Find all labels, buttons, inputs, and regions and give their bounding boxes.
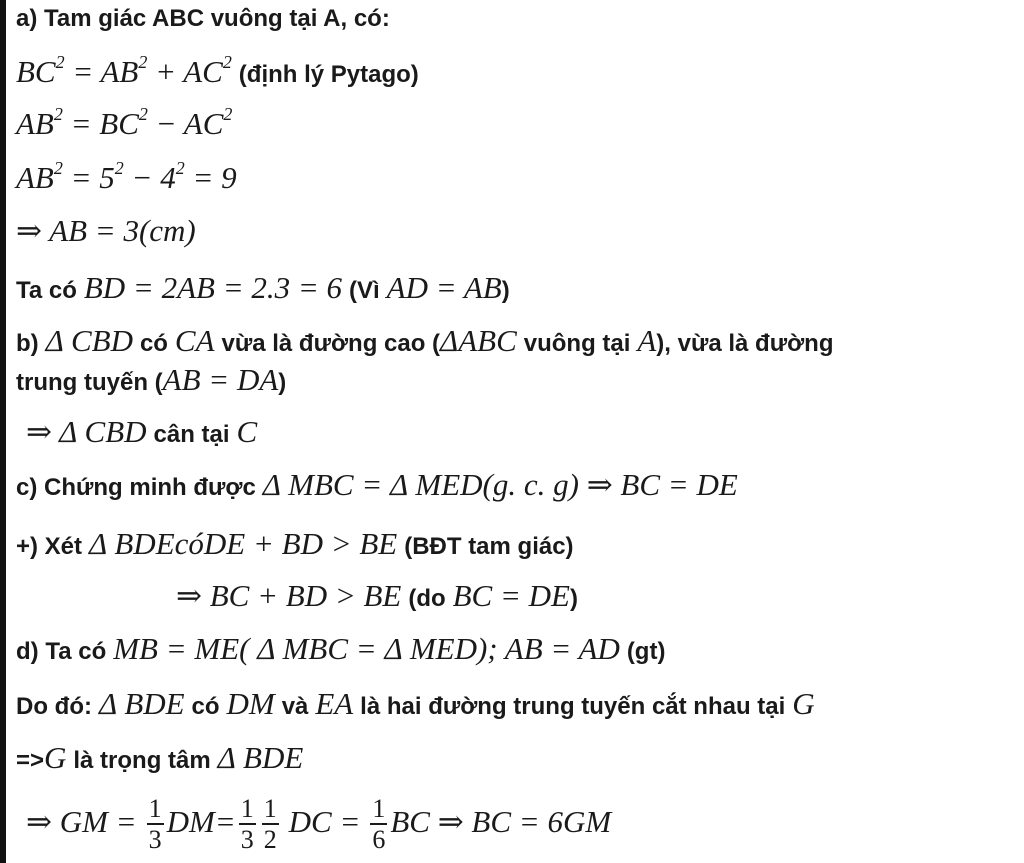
part-b-text-median: ), vừa là đường bbox=[656, 330, 834, 357]
median-close: ) bbox=[278, 369, 287, 396]
line-part-d bbox=[16, 633, 665, 668]
inequality-result-open: (do bbox=[408, 585, 446, 612]
part-b-text-altitude: vừa là đường cao ( bbox=[221, 330, 441, 357]
medians-text-and: và bbox=[281, 693, 309, 720]
line-median bbox=[16, 364, 286, 399]
inequality-result-close: ) bbox=[569, 585, 578, 612]
part-d-text: d) Ta có bbox=[16, 638, 107, 665]
part-b-text-right-at: vuông tại bbox=[523, 330, 631, 357]
inequality-result: ⇒ BC + BD > BE bbox=[176, 578, 402, 613]
isosceles-text: cân tại bbox=[153, 421, 230, 448]
line-centroid bbox=[16, 742, 303, 777]
line-medians bbox=[16, 688, 815, 723]
point-g: G bbox=[792, 686, 815, 721]
congruence-equation: Δ MBC = Δ MED(g. c. g) ⇒ BC = DE bbox=[262, 467, 738, 502]
medians-text-co: có bbox=[191, 693, 220, 720]
therefore-text: Do đó: bbox=[16, 693, 92, 720]
pythagoras-equation: $BC^2 = AB^2 + AC^2$ bbox=[16, 52, 232, 89]
part-d-given: (gt) bbox=[626, 638, 666, 665]
ab-squared-equation: $AB^2 = BC^2 - AC^2$ bbox=[16, 104, 233, 141]
line-pythagoras bbox=[16, 52, 419, 91]
bd-reason-close: ) bbox=[501, 277, 510, 304]
part-b-label: b) bbox=[16, 330, 39, 357]
centroid-text: là trọng tâm bbox=[73, 747, 211, 774]
fraction-one-sixth: $\frac{1}{6}$ bbox=[372, 794, 386, 855]
fraction-one-third-b: $\frac{1}{3}$ bbox=[240, 794, 254, 855]
inequality-equation: Δ BDEcóDE + BD > BE bbox=[88, 526, 398, 561]
part-b-text-co: có bbox=[139, 330, 168, 357]
line-part-a-intro bbox=[16, 2, 390, 35]
line-ab-squared bbox=[16, 104, 233, 142]
fraction-one-third-a: $\frac{1}{3}$ bbox=[148, 794, 162, 855]
triangle-bde: Δ BDE bbox=[98, 686, 185, 721]
final-result: BC ⇒ BC = 6GM bbox=[390, 804, 612, 839]
line-triangle-inequality bbox=[16, 528, 574, 563]
final-gm: ⇒ GM = bbox=[26, 804, 137, 839]
line-inequality-result bbox=[176, 580, 578, 615]
final-dc: DC = bbox=[288, 804, 361, 839]
bd-reason-open: (Vì bbox=[349, 277, 380, 304]
line-isosceles bbox=[26, 416, 257, 451]
segment-ca: CA bbox=[174, 323, 215, 358]
part-d-equation: MB = ME( Δ MBC = Δ MED); AB = AD bbox=[113, 631, 620, 666]
centroid-triangle: Δ BDE bbox=[217, 740, 304, 775]
line-final bbox=[26, 792, 611, 855]
line-part-c bbox=[16, 469, 738, 504]
bd-reason-math: AD = AB bbox=[386, 270, 502, 305]
vertex-a: A bbox=[637, 323, 657, 358]
bd-equation: BD = 2AB = 2.3 = 6 bbox=[83, 270, 343, 305]
part-a-heading: a) Tam giác ABC vuông tại A, có: bbox=[16, 5, 390, 32]
inequality-note: (BĐT tam giác) bbox=[404, 533, 574, 560]
part-c-text: c) Chứng minh được bbox=[16, 474, 256, 501]
inequality-result-math: BC = DE bbox=[452, 578, 570, 613]
line-ab-result bbox=[16, 215, 196, 249]
triangle-abc: ΔABC bbox=[440, 323, 517, 358]
pythagoras-note: (định lý Pytago) bbox=[238, 61, 419, 88]
median-equation: AB = DA bbox=[162, 362, 279, 397]
final-dm: DM= bbox=[166, 804, 236, 839]
segment-dm: DM bbox=[226, 686, 275, 721]
consider-text: +) Xét bbox=[16, 533, 83, 560]
medians-text-intersect: là hai đường trung tuyến cắt nhau tại bbox=[360, 693, 786, 720]
line-bd bbox=[16, 272, 510, 307]
triangle-cbd: Δ CBD bbox=[45, 323, 133, 358]
ab-result: ⇒ AB = 3(cm) bbox=[16, 213, 196, 248]
bd-intro-text: Ta có bbox=[16, 277, 77, 304]
ab-squared-value-equation: $AB^2 = 5^2 - 4^2 = 9$ bbox=[16, 158, 237, 195]
line-part-b bbox=[16, 325, 833, 360]
median-text: trung tuyến ( bbox=[16, 369, 163, 396]
segment-ea: EA bbox=[315, 686, 354, 721]
fraction-one-half: $\frac{1}{2}$ bbox=[263, 794, 277, 855]
implies-text: => bbox=[16, 747, 45, 774]
centroid-g: G bbox=[44, 740, 67, 775]
vertex-c: C bbox=[236, 414, 258, 449]
line-ab-squared-value bbox=[16, 158, 237, 196]
isosceles-triangle: ⇒ Δ CBD bbox=[26, 414, 147, 449]
